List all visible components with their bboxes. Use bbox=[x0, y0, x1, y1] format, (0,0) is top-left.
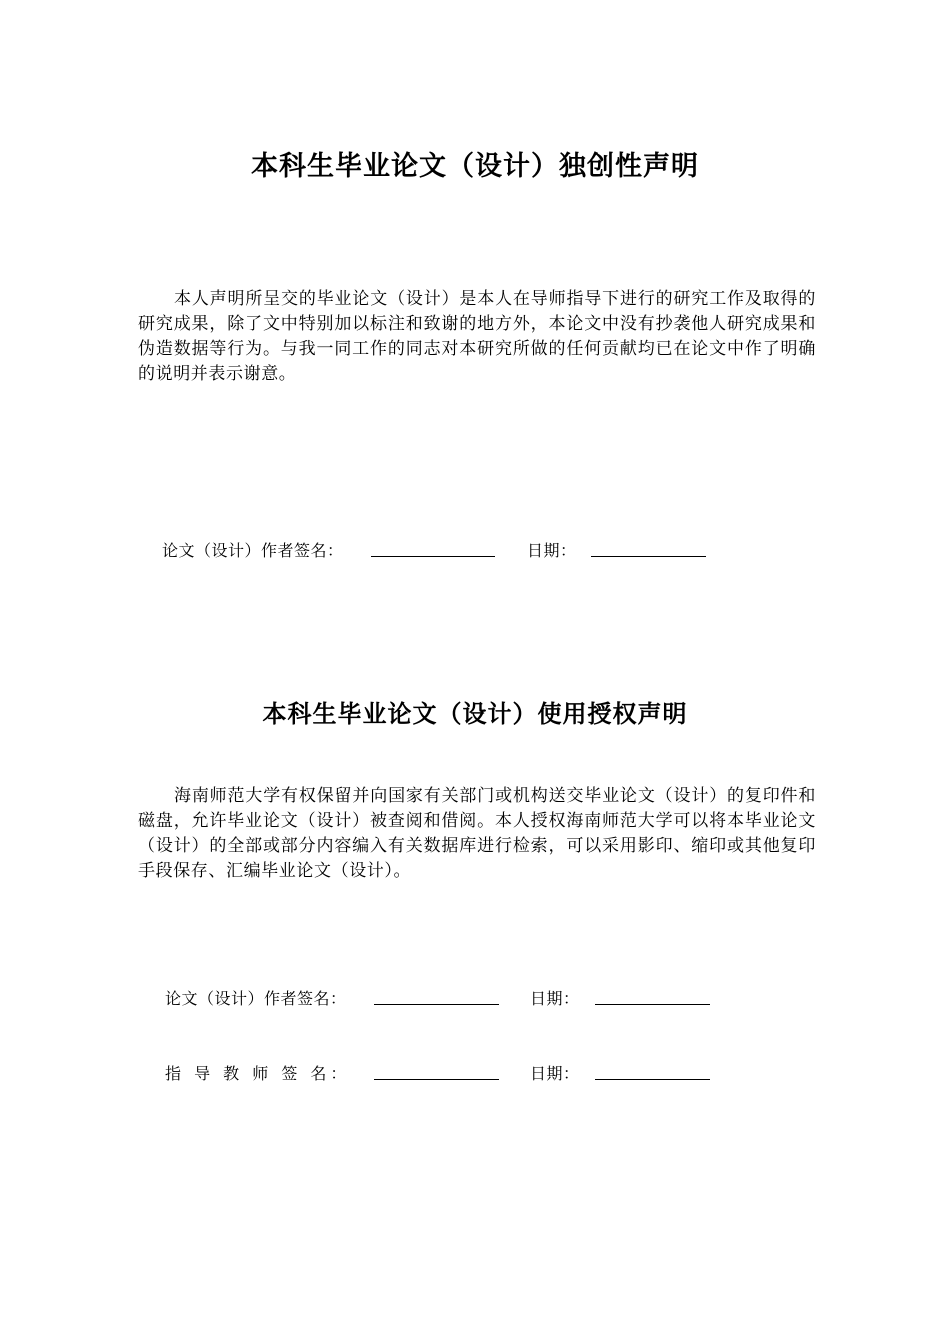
authorization-statement-title: 本科生毕业论文（设计）使用授权声明 bbox=[262, 700, 688, 728]
authorization-statement-body: 海南师范大学有权保留并向国家有关部门或机构送交毕业论文（设计）的复印件和磁盘，允许毕业论文（设计）被查阅和借阅。本人授权海南师范大学可以将本毕业论文（设计）的全部或部分内容编入有关数据库进行检索，可以采用影印、缩印或其他复印手段保存、汇编毕业论文（设计）。 bbox=[138, 786, 816, 881]
originality-statement-body: 本人声明所呈交的毕业论文（设计）是本人在导师指导下进行的研究工作及取得的研究成果，除了文中特别加以标注和致谢的地方外，本论文中没有抄袭他人研究成果和伪造数据等行为。与我一同工作的同志对本研究所做的任何贡献均已在论文中作了明确的说明并表示谢意。 bbox=[138, 289, 816, 384]
advisor-date-label: 日期： bbox=[530, 1064, 580, 1083]
date-blank[interactable] bbox=[595, 1003, 710, 1005]
advisor-signature-blank[interactable] bbox=[374, 1078, 499, 1080]
advisor-date-blank[interactable] bbox=[595, 1078, 710, 1080]
advisor-signature-label: 指 导 教 师 签 名： bbox=[165, 1064, 351, 1083]
author-signature-label: 论文（设计）作者签名： bbox=[165, 989, 347, 1008]
date-blank[interactable] bbox=[591, 555, 706, 557]
date-label: 日期： bbox=[527, 541, 577, 560]
author-signature-label: 论文（设计）作者签名： bbox=[162, 541, 344, 560]
author-signature-blank[interactable] bbox=[371, 555, 495, 557]
originality-statement-title: 本科生毕业论文（设计）独创性声明 bbox=[251, 151, 699, 182]
author-signature-blank[interactable] bbox=[374, 1003, 499, 1005]
date-label: 日期： bbox=[530, 989, 580, 1008]
